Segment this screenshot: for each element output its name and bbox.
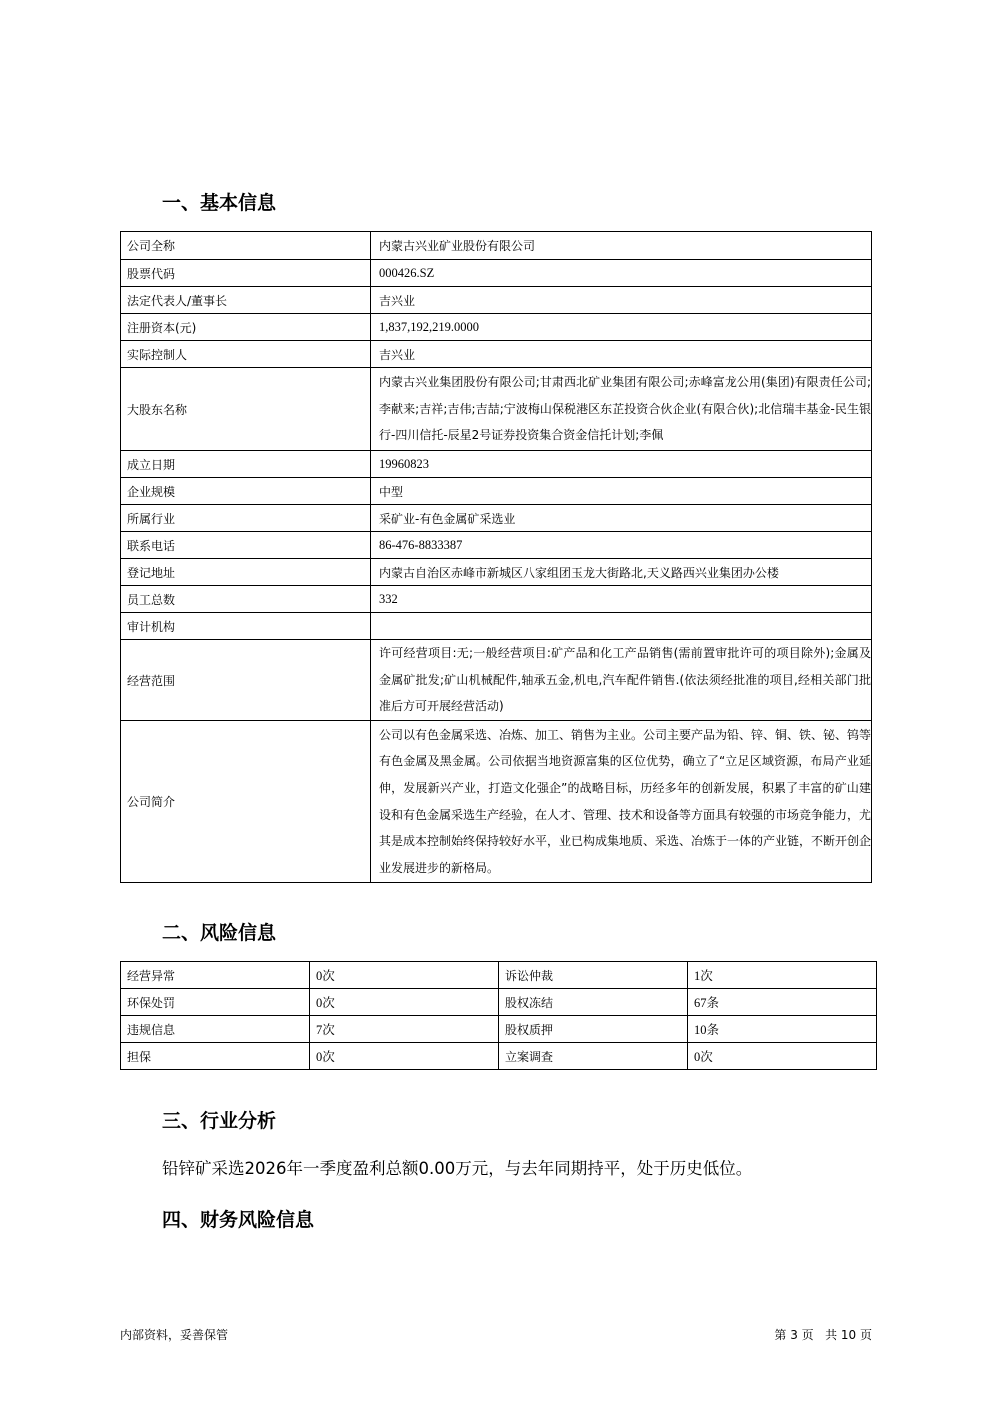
risk-value: 7次 xyxy=(310,1016,499,1043)
table-row xyxy=(121,260,872,287)
table-row xyxy=(121,1016,877,1043)
industry-label: 所属行业 xyxy=(121,505,371,532)
business-scope-value: 许可经营项目:无;一般经营项目:矿产品和化工产品销售(需前置审批许可的项目除外);金属及金属矿批发;矿山机械配件,轴承五金,机电,汽车配件销售.(依法须经批准的项目,经相关部门批准后方可开展经营活动) xyxy=(371,640,872,721)
scale-label: 企业规模 xyxy=(121,478,371,505)
risk-value: 0次 xyxy=(310,962,499,989)
risk-label: 股权质押 xyxy=(499,1016,688,1043)
table-row xyxy=(121,962,877,989)
auditor-value xyxy=(371,613,872,640)
legal-rep-value: 吉兴业 xyxy=(371,287,872,314)
shareholders-value: 内蒙古兴业集团股份有限公司;甘肃西北矿业集团有限公司;赤峰富龙公用(集团)有限责任公司;李献来;吉祥;吉伟;吉喆;宁波梅山保税港区东芷投资合伙企业(有限合伙);北信瑞丰基金-民生银行-四川信托-辰星2号证券投资集合资金信托计划;李佩 xyxy=(371,368,872,451)
table-row xyxy=(121,613,872,640)
table-row xyxy=(121,478,872,505)
employees-label: 员工总数 xyxy=(121,586,371,613)
section-title-basic-info: 一、基本信息 xyxy=(162,192,277,214)
risk-value: 0次 xyxy=(310,1043,499,1070)
stock-code-value: 000426.SZ xyxy=(371,260,872,287)
footer-confidential: 内部资料，妥善保管 xyxy=(120,1328,229,1342)
industry-value: 采矿业-有色金属矿采选业 xyxy=(371,505,872,532)
table-row xyxy=(121,559,872,586)
address-value: 内蒙古自治区赤峰市新城区八家组团玉龙大街路北,天义路西兴业集团办公楼 xyxy=(371,559,872,586)
profile-label: 公司简介 xyxy=(121,721,371,883)
table-row xyxy=(121,451,872,478)
company-name-label: 公司全称 xyxy=(121,232,371,260)
risk-value: 10条 xyxy=(688,1016,877,1043)
table-row xyxy=(121,640,872,721)
table-row xyxy=(121,721,872,883)
risk-label: 担保 xyxy=(121,1043,310,1070)
table-row xyxy=(121,1043,877,1070)
auditor-label: 审计机构 xyxy=(121,613,371,640)
reg-capital-label: 注册资本(元) xyxy=(121,314,371,341)
table-row xyxy=(121,314,872,341)
table-row xyxy=(121,989,877,1016)
footer-page-number: 第 3 页 共 10 页 xyxy=(774,1328,872,1342)
table-row xyxy=(121,532,872,559)
scale-value: 中型 xyxy=(371,478,872,505)
table-row xyxy=(121,232,872,260)
founded-value: 19960823 xyxy=(371,451,872,478)
risk-value: 0次 xyxy=(310,989,499,1016)
employees-value: 332 xyxy=(371,586,872,613)
legal-rep-label: 法定代表人/董事长 xyxy=(121,287,371,314)
phone-label: 联系电话 xyxy=(121,532,371,559)
table-row xyxy=(121,586,872,613)
section-title-risk-info: 二、风险信息 xyxy=(162,922,277,944)
risk-label: 诉讼仲裁 xyxy=(499,962,688,989)
risk-label: 违规信息 xyxy=(121,1016,310,1043)
risk-label: 经营异常 xyxy=(121,962,310,989)
company-name-value: 内蒙古兴业矿业股份有限公司 xyxy=(371,232,872,260)
section-title-finance-risk: 四、财务风险信息 xyxy=(162,1209,315,1231)
risk-label: 环保处罚 xyxy=(121,989,310,1016)
table-row xyxy=(121,341,872,368)
risk-label: 股权冻结 xyxy=(499,989,688,1016)
table-row xyxy=(121,505,872,532)
risk-value: 67条 xyxy=(688,989,877,1016)
table-row xyxy=(121,287,872,314)
controller-value: 吉兴业 xyxy=(371,341,872,368)
basic-info-table xyxy=(120,231,872,883)
phone-value: 86-476-8833387 xyxy=(371,532,872,559)
reg-capital-value: 1,837,192,219.0000 xyxy=(371,314,872,341)
risk-info-table xyxy=(120,961,877,1070)
risk-label: 立案调查 xyxy=(499,1043,688,1070)
stock-code-label: 股票代码 xyxy=(121,260,371,287)
profile-value: 公司以有色金属采选、冶炼、加工、销售为主业。公司主要产品为铅、锌、铜、铁、铋、钨等有色金属及黑金属。公司依据当地资源富集的区位优势，确立了“立足区域资源，布局产业延伸，发展新兴产业，打造文化强企”的战略目标，历经多年的创新发展，积累了丰富的矿山建设和有色金属采选生产经验，在人才、管理、技术和设备等方面具有较强的市场竞争能力，尤其是成本控制始终保持较好水平，业已构成集地质、采选、冶炼于一体的产业链，不断开创企业发展进步的新格局。 xyxy=(371,721,872,883)
risk-value: 0次 xyxy=(688,1043,877,1070)
industry-analysis-text: 铅锌矿采选2026年一季度盈利总额0.00万元，与去年同期持平，处于历史低位。 xyxy=(162,1159,753,1178)
table-row xyxy=(121,368,872,451)
controller-label: 实际控制人 xyxy=(121,341,371,368)
shareholders-label: 大股东名称 xyxy=(121,368,371,451)
risk-value: 1次 xyxy=(688,962,877,989)
business-scope-label: 经营范围 xyxy=(121,640,371,721)
founded-label: 成立日期 xyxy=(121,451,371,478)
address-label: 登记地址 xyxy=(121,559,371,586)
section-title-industry-analysis: 三、行业分析 xyxy=(162,1110,277,1132)
